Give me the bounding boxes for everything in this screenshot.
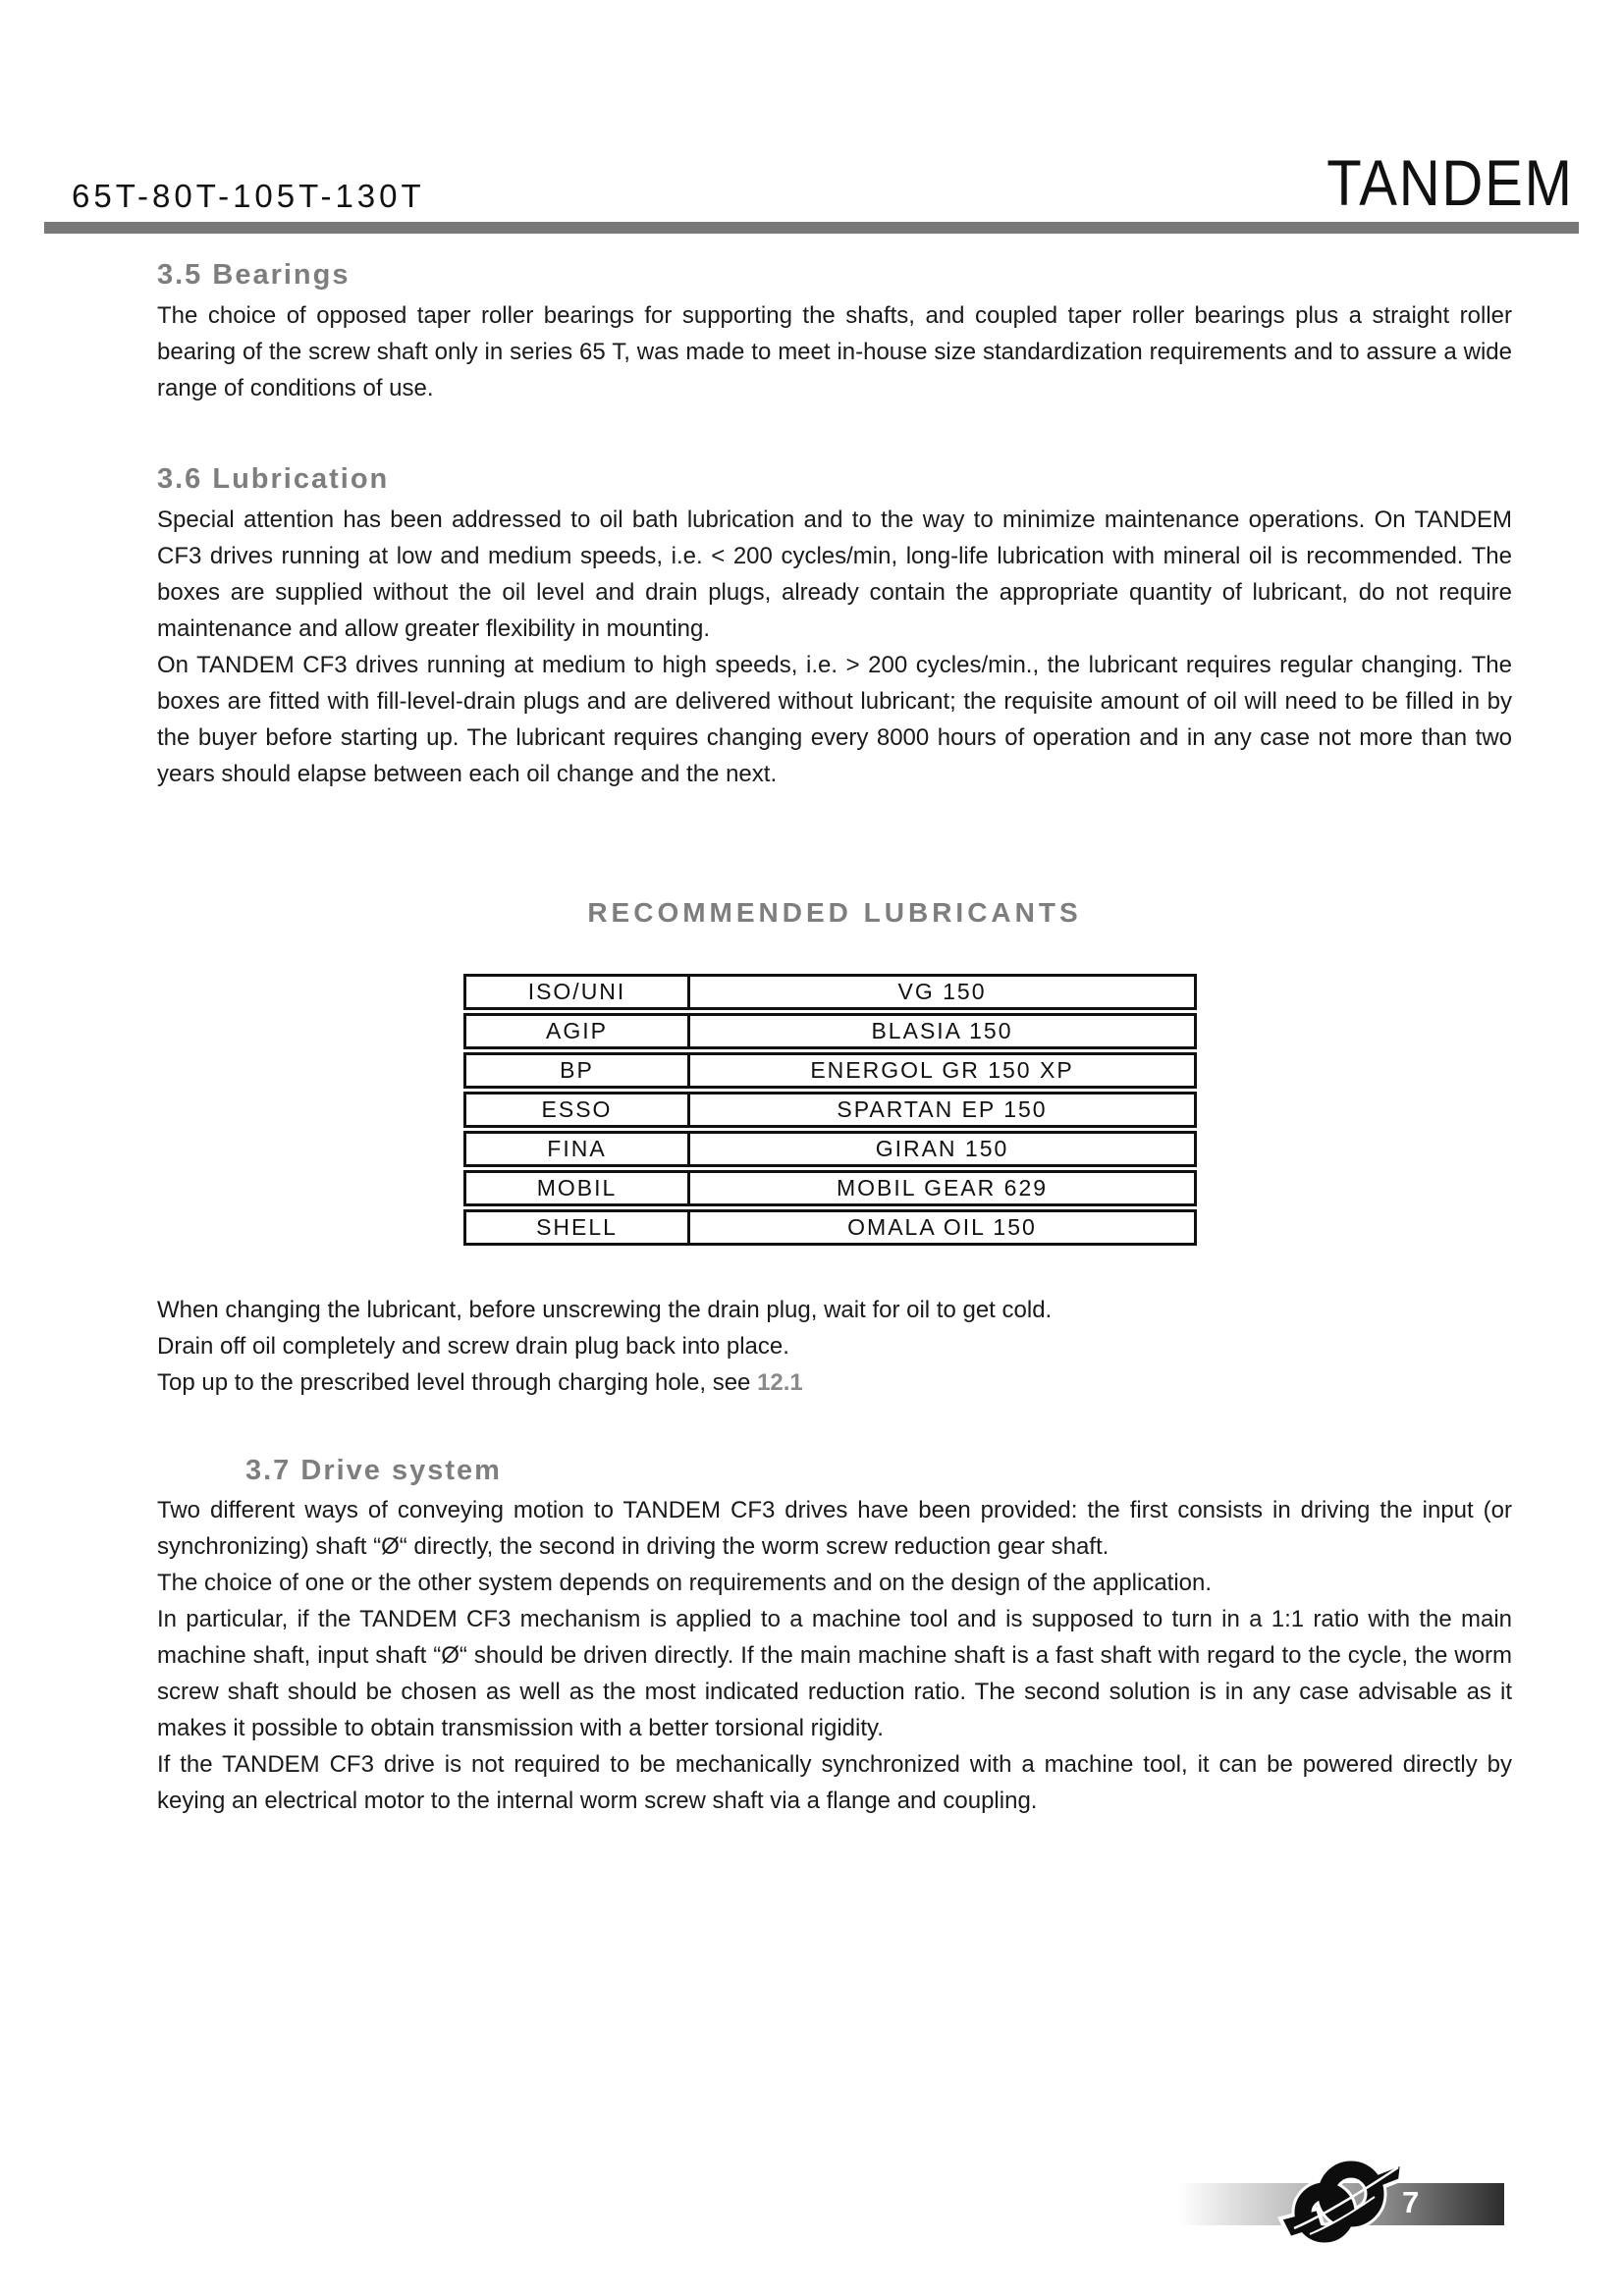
- table-cell-product: OMALA OIL 150: [847, 1214, 1037, 1240]
- model-range-title: 65T-80T-105T-130T: [72, 178, 425, 214]
- table-cell-brand: ISO/UNI: [466, 977, 690, 1007]
- table-cell-product: BLASIA 150: [871, 1018, 1013, 1043]
- note-line: Drain off oil completely and screw drain plug back into place.: [157, 1333, 789, 1360]
- section-body-drive-system: [157, 1492, 1512, 1819]
- brand-logo-text: TANDEM: [1326, 146, 1574, 219]
- note-line: When changing the lubricant, before unscrewing the drain plug, wait for oil to get cold.: [157, 1297, 1053, 1323]
- section-heading-drive-system: 3.7 Drive system: [245, 1455, 502, 1486]
- table-cell-brand: SHELL: [466, 1212, 690, 1243]
- paragraph: The choice of opposed taper roller bearings for supporting the shafts, and coupled taper roller bearings plus a straight roller bearing of the screw shaft only in series 65 T, was made to meet in-house size standardization requirements and to assure a wide range of conditions of use.: [157, 302, 1512, 401]
- table-cell-product: VG 150: [897, 979, 987, 1004]
- cross-reference-12-1[interactable]: 12.1: [757, 1369, 803, 1396]
- table-cell-brand: FINA: [466, 1134, 690, 1164]
- lubricants-table: [463, 974, 1197, 1249]
- note-line-text: Top up to the prescribed level through charging hole, see: [157, 1369, 758, 1396]
- table-row: [463, 1092, 1197, 1128]
- table-row: [463, 1052, 1197, 1089]
- lubricants-table-title: RECOMMENDED LUBRICANTS: [587, 897, 1082, 928]
- paragraph: If the TANDEM CF3 drive is not required to be mechanically synchronized with a machine tool, it can be powered directly by keying an electrical motor to the internal worm screw shaft via a flange and coupling.: [157, 1751, 1512, 1814]
- paragraph: On TANDEM CF3 drives running at medium to high speeds, i.e. > 200 cycles/min., the lubricant requires regular changing. The boxes are fitted with fill-level-drain plugs and are delivered without lubricant; the requisite amount of oil will need to be filled in by the buyer before starting up. The lubricant requires changing every 8000 hours of operation and in any case not more than two years should elapse between each oil change and the next.: [157, 652, 1512, 787]
- paragraph: Two different ways of conveying motion to TANDEM CF3 drives have been provided: the first consists in driving the input (or synchronizing) shaft “Ø“ directly, the second in driving the worm screw reduction gear shaft.: [157, 1497, 1512, 1560]
- table-row: [463, 1013, 1197, 1049]
- table-row: [463, 1209, 1197, 1246]
- lubricant-change-notes: [157, 1292, 1512, 1401]
- section-body-bearings: [157, 297, 1512, 406]
- note-line: [157, 1364, 1512, 1401]
- table-row: [463, 974, 1197, 1010]
- table-row: [463, 1131, 1197, 1167]
- paragraph: The choice of one or the other system depends on requirements and on the design of the application.: [157, 1570, 1213, 1596]
- table-cell-brand: ESSO: [466, 1095, 690, 1125]
- page-number: 7: [1402, 2185, 1420, 2219]
- paragraph: In particular, if the TANDEM CF3 mechanism is applied to a machine tool and is supposed to turn in a 1:1 ratio with the main machine shaft, input shaft “Ø“ should be driven directly. If the main machine shaft is a fast shaft with regard to the cycle, the worm screw shaft should be chosen as well as the most indicated reduction ratio. The second solution is in any case advisable as it makes it possible to obtain transmission with a better torsional rigidity.: [157, 1606, 1512, 1741]
- section-heading-bearings: 3.5 Bearings: [157, 259, 351, 291]
- table-cell-product: ENERGOL GR 150 XP: [810, 1057, 1074, 1083]
- paragraph: Special attention has been addressed to oil bath lubrication and to the way to minimize maintenance operations. On TANDEM CF3 drives running at low and medium speeds, i.e. < 200 cycles/min, long-life lubrication with mineral oil is recommended. The boxes are supplied without the oil level and drain plugs, already contain the appropriate quantity of lubricant, do not require maintenance and allow greater flexibility in mounting.: [157, 507, 1512, 642]
- rope-knot-logo-icon: [1276, 2154, 1406, 2258]
- table-cell-brand: AGIP: [466, 1016, 690, 1046]
- table-row: [463, 1170, 1197, 1206]
- header-rule: [44, 222, 1579, 234]
- table-cell-product: MOBIL GEAR 629: [836, 1175, 1049, 1201]
- table-cell-brand: MOBIL: [466, 1173, 690, 1203]
- table-cell-product: SPARTAN EP 150: [837, 1096, 1048, 1122]
- section-body-lubrication: [157, 502, 1512, 792]
- table-cell-product: GIRAN 150: [875, 1136, 1009, 1161]
- table-cell-brand: BP: [466, 1055, 690, 1086]
- section-heading-lubrication: 3.6 Lubrication: [157, 463, 390, 495]
